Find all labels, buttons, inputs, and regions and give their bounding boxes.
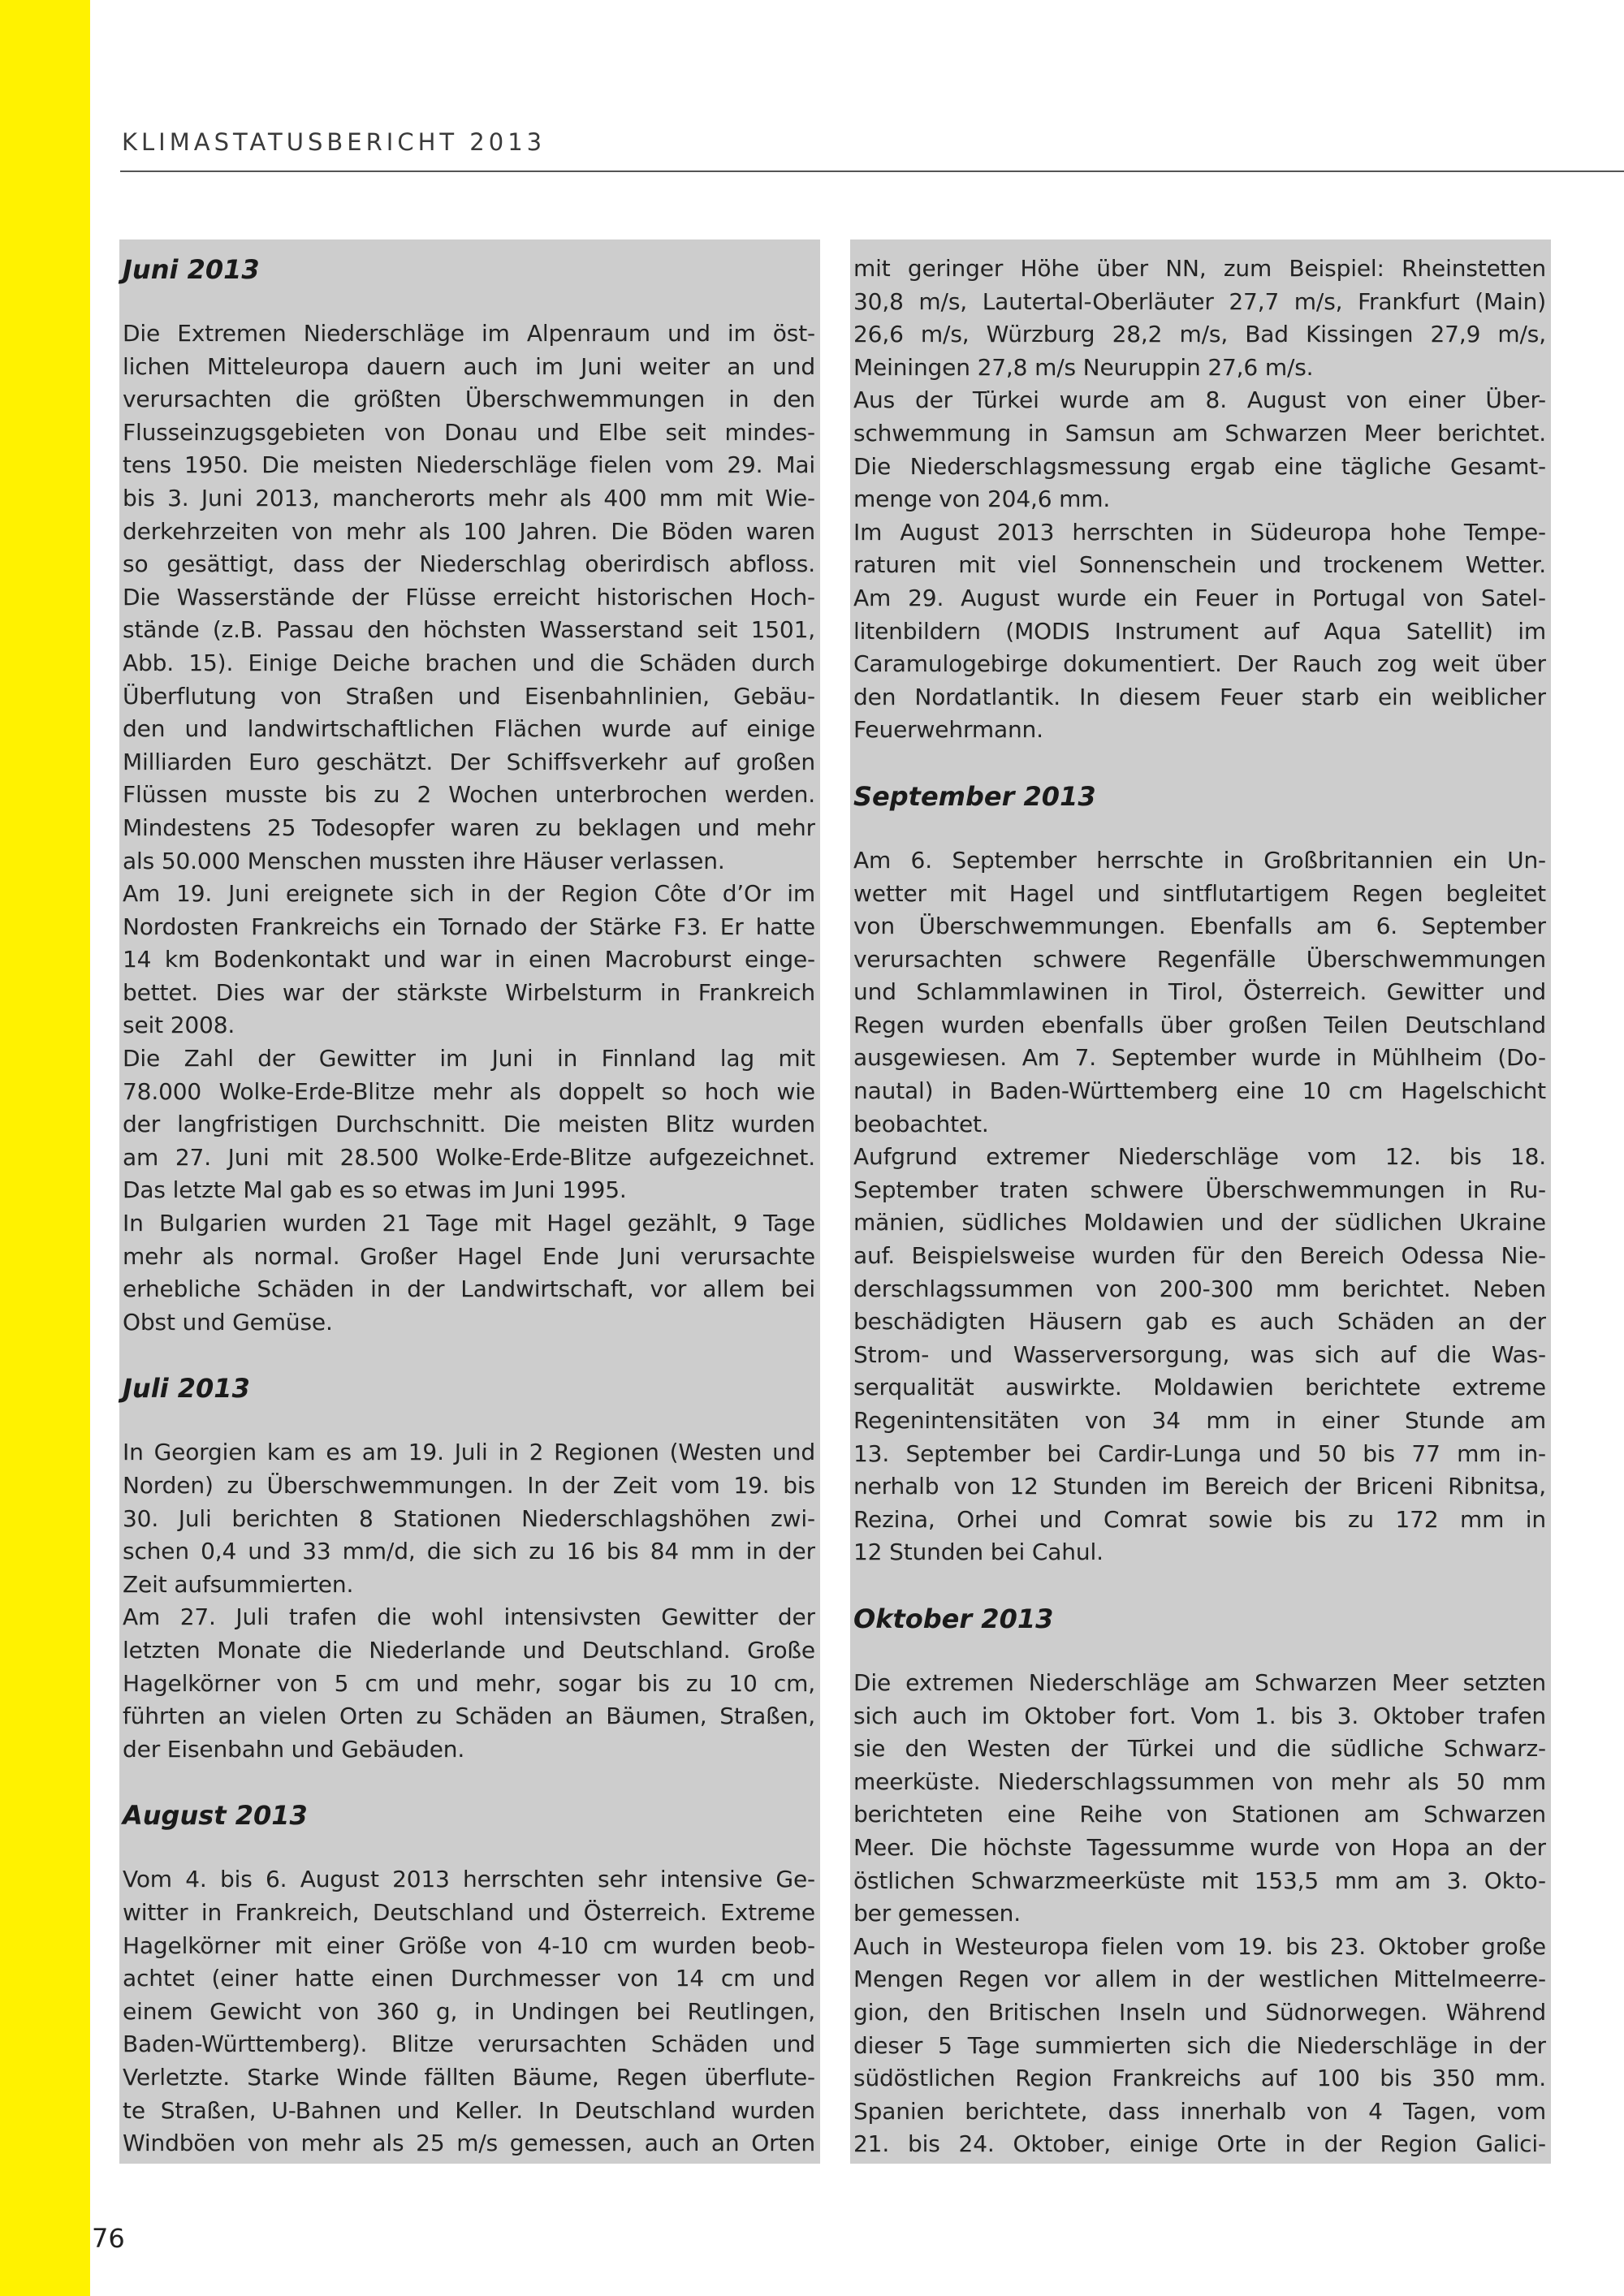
text-line: wetter mit Hagel und sintflutartigem Regen begleitet: [853, 879, 1546, 907]
text-line: menge von 204,6 mm.: [853, 486, 1111, 513]
section-heading-juni-2013: Juni 2013: [123, 254, 260, 285]
text-line: Am 27. Juli trafen die wohl intensivsten Gewitter der: [123, 1603, 815, 1631]
text-line: Spanien berichtete, dass innerhalb von 4 Tagen, vom: [853, 2097, 1546, 2125]
text-line: Caramulogebirge dokumentiert. Der Rauch zog weit über: [853, 650, 1546, 678]
text-line: Auch in Westeuropa fielen vom 19. bis 23. Oktober große: [853, 1932, 1546, 1960]
section-heading-september-2013: September 2013: [853, 780, 1096, 812]
text-line: Rezina, Orhei und Comrat sowie bis zu 172 mm in: [853, 1505, 1546, 1533]
text-line: Hagelkörner von 5 cm und mehr, sogar bis zu 10 cm,: [123, 1669, 815, 1697]
text-line: so gesättigt, dass der Niederschlag oberirdisch abfloss.: [123, 550, 815, 578]
text-line: den und landwirtschaftlichen Flächen wurde auf einige: [123, 715, 815, 743]
text-line: mänien, südliches Moldawien und der südlichen Ukraine: [853, 1209, 1546, 1236]
text-line: Meer. Die höchste Tagessumme wurde von Hopa an der: [853, 1833, 1546, 1861]
text-line: witter in Frankreich, Deutschland und Österreich. Extreme: [123, 1898, 815, 1926]
text-line: Am 29. August wurde ein Feuer in Portugal von Satel-: [853, 584, 1546, 611]
text-line: 12 Stunden bei Cahul.: [853, 1539, 1104, 1566]
text-line: Aufgrund extremer Niederschläge vom 12. bis 18.: [853, 1143, 1546, 1171]
text-line: Milliarden Euro geschätzt. Der Schiffsverkehr auf großen: [123, 748, 815, 775]
text-line: verursachten schwere Regenfälle Überschwemmungen: [853, 945, 1546, 973]
text-line: berichteten eine Reihe von Stationen am Schwarzen: [853, 1801, 1546, 1828]
text-line: Baden-Württemberg). Blitze verursachten Schäden und: [123, 2031, 815, 2058]
text-line: Die Wasserstände der Flüsse erreicht historischen Hoch-: [123, 583, 815, 611]
text-line: den Nordatlantik. In diesem Feuer starb ein weiblicher: [853, 683, 1546, 710]
text-line: te Straßen, U-Bahnen und Keller. In Deutschland wurden: [123, 2096, 815, 2124]
text-line: schwemmung in Samsun am Schwarzen Meer berichtet.: [853, 419, 1546, 447]
text-line: September traten schwere Überschwemmungen in Ru-: [853, 1176, 1546, 1203]
text-line: Überflutung von Straßen und Eisenbahnlinien, Gebäu-: [123, 682, 815, 710]
text-line: sich auch im Oktober fort. Vom 1. bis 3. Oktober trafen: [853, 1702, 1546, 1729]
text-line: südöstlichen Region Frankreichs auf 100 bis 350 mm.: [853, 2065, 1546, 2092]
text-line: Feuerwehrmann.: [853, 716, 1043, 744]
text-line: Mindestens 25 Todesopfer waren zu beklagen und mehr: [123, 814, 815, 841]
text-line: Obst und Gemüse.: [123, 1308, 333, 1336]
text-line: Hagelkörner mit einer Größe von 4-10 cm wurden beob-: [123, 1931, 815, 1959]
text-line: sie den Westen der Türkei und die südliche Schwarz-: [853, 1735, 1546, 1763]
paragraph: [123, 317, 815, 878]
text-line: einem Gewicht von 360 g, in Undingen bei Reutlingen,: [123, 1997, 815, 2025]
paragraph: [123, 1207, 815, 1339]
text-line: Regenintensitäten von 34 mm in einer Stunde am: [853, 1407, 1546, 1434]
section-heading-juli-2013: Juli 2013: [123, 1373, 250, 1405]
text-line: dieser 5 Tage summierten sich die Niederschläge in der: [853, 2031, 1546, 2059]
text-line: bis 3. Juni 2013, mancherorts mehr als 400 mm mit Wie-: [123, 484, 815, 511]
right-text-column: [850, 240, 1551, 2164]
paragraph: [853, 516, 1546, 747]
text-line: Flusseinzugsgebieten von Donau und Elbe seit mindes-: [123, 418, 815, 446]
text-line: Am 6. September herrschte in Großbritannien ein Un-: [853, 846, 1546, 874]
text-line: Die Zahl der Gewitter im Juni in Finnland lag mit: [123, 1045, 815, 1072]
paragraph: [853, 384, 1546, 516]
text-line: bettet. Dies war der stärkste Wirbelsturm in Frankreich: [123, 978, 815, 1006]
text-line: mehr als normal. Großer Hagel Ende Juni verursachte: [123, 1242, 815, 1270]
text-line: 26,6 m/s, Würzburg 28,2 m/s, Bad Kissingen 27,9 m/s,: [853, 321, 1546, 348]
text-line: lichen Mitteleuropa dauern auch im Juni weiter an und: [123, 352, 815, 380]
text-line: Das letzte Mal gab es so etwas im Juni 1995.: [123, 1176, 627, 1204]
text-line: derschlagssummen von 200-300 mm berichtet. Neben: [853, 1275, 1546, 1302]
text-line: Strom- und Wasserversorgung, was sich auf die Was-: [853, 1340, 1546, 1368]
text-line: auf. Beispielsweise wurden für den Bereich Odessa Nie-: [853, 1242, 1546, 1270]
text-line: 21. bis 24. Oktober, einige Orte in der Region Galici-: [853, 2130, 1546, 2158]
text-line: Nordosten Frankreichs ein Tornado der Stärke F3. Er hatte: [123, 913, 815, 940]
text-line: serqualität auswirkte. Moldawien berichtete extreme: [853, 1374, 1546, 1401]
text-line: achtet (einer hatte einen Durchmesser von 14 cm und: [123, 1965, 815, 1992]
text-line: Meiningen 27,8 m/s Neuruppin 27,6 m/s.: [853, 353, 1314, 381]
text-line: als 50.000 Menschen mussten ihre Häuser verlassen.: [123, 847, 725, 874]
text-line: 30,8 m/s, Lautertal-Oberläuter 27,7 m/s, Frankfurt (Main): [853, 287, 1546, 315]
text-line: meerküste. Niederschlagssummen von mehr als 50 mm: [853, 1767, 1546, 1795]
text-line: am 27. Juni mit 28.500 Wolke-Erde-Blitze aufgezeichnet.: [123, 1143, 815, 1171]
text-line: raturen mit viel Sonnenschein und trockenem Wetter.: [853, 551, 1546, 579]
text-line: mit geringer Höhe über NN, zum Beispiel: Rheinstetten: [853, 255, 1546, 282]
text-line: Zeit aufsummierten.: [123, 1570, 354, 1598]
text-line: Verletzte. Starke Winde fällten Bäume, Regen überflute-: [123, 2063, 815, 2091]
paragraph: [853, 844, 1546, 1141]
text-line: 78.000 Wolke-Erde-Blitze mehr als doppelt so hoch wie: [123, 1077, 815, 1105]
text-line: stände (z.B. Passau den höchsten Wasserstand seit 1501,: [123, 616, 815, 644]
text-line: verursachten die größten Überschwemmungen in den: [123, 386, 815, 413]
text-line: Am 19. Juni ereignete sich in der Region Côte d’Or im: [123, 880, 815, 908]
text-line: und Schlammlawinen in Tirol, Österreich. Gewitter und: [853, 978, 1546, 1006]
text-line: seit 2008.: [123, 1012, 235, 1039]
text-line: nerhalb von 12 Stunden im Bereich der Briceni Ribnitsa,: [853, 1473, 1546, 1500]
text-line: Die Extremen Niederschläge im Alpenraum und im öst-: [123, 320, 815, 347]
text-line: der langfristigen Durchschnitt. Die meisten Blitz wurden: [123, 1111, 815, 1138]
text-line: 30. Juli berichten 8 Stationen Niederschlagshöhen zwi-: [123, 1504, 815, 1532]
header-rule: [120, 170, 1624, 172]
page-number: 76: [92, 2223, 125, 2254]
text-line: ausgewiesen. Am 7. September wurde in Mühlheim (Do-: [853, 1044, 1546, 1072]
yellow-side-bar: [0, 0, 90, 2296]
running-header-title: KLIMASTATUSBERICHT 2013: [122, 128, 546, 156]
text-line: Windböen von mehr als 25 m/s gemessen, auch an Orten: [123, 2130, 815, 2157]
text-line: Aus der Türkei wurde am 8. August von einer Über-: [853, 386, 1546, 414]
text-line: derkehrzeiten von mehr als 100 Jahren. Die Böden waren: [123, 517, 815, 545]
text-line: von Überschwemmungen. Ebenfalls am 6. September: [853, 913, 1546, 940]
paragraph: [853, 1931, 1546, 2161]
text-line: Die Niederschlagsmessung ergab eine tägliche Gesamt-: [853, 452, 1546, 480]
text-line: erhebliche Schäden in der Landwirtschaft, vor allem bei: [123, 1275, 815, 1303]
text-line: gion, den Britischen Inseln und Südnorwegen. Während: [853, 1998, 1546, 2026]
text-line: letzten Monate die Niederlande und Deutschland. Große: [123, 1636, 815, 1664]
paragraph: [123, 878, 815, 1042]
text-line: litenbildern (MODIS Instrument auf Aqua Satellit) im: [853, 617, 1546, 645]
paragraph: [853, 1667, 1546, 1931]
text-line: In Bulgarien wurden 21 Tage mit Hagel gezählt, 9 Tage: [123, 1210, 815, 1237]
text-line: führten an vielen Orten zu Schäden an Bäumen, Straßen,: [123, 1703, 815, 1730]
text-line: beobachtet.: [853, 1110, 989, 1137]
text-line: östlichen Schwarzmeerküste mit 153,5 mm am 3. Okto-: [853, 1867, 1546, 1894]
text-line: In Georgien kam es am 19. Juli in 2 Regionen (Westen und: [123, 1439, 815, 1466]
text-line: Mengen Regen vor allem in der westlichen Mittelmeerre-: [853, 1966, 1546, 1993]
text-line: 14 km Bodenkontakt und war in einen Macroburst einge-: [123, 946, 815, 973]
text-line: beschädigten Häusern gab es auch Schäden an der: [853, 1308, 1546, 1336]
paragraph: [123, 1436, 815, 1601]
section-heading-august-2013: August 2013: [123, 1800, 308, 1832]
text-line: Flüssen musste bis zu 2 Wochen unterbrochen werden.: [123, 781, 815, 809]
text-line: nautal) in Baden-Württemberg eine 10 cm Hagelschicht: [853, 1077, 1546, 1105]
text-line: Abb. 15). Einige Deiche brachen und die Schäden durch: [123, 649, 815, 676]
text-line: Regen wurden ebenfalls über großen Teilen Deutschland: [853, 1011, 1546, 1038]
section-heading-oktober-2013: Oktober 2013: [853, 1603, 1054, 1634]
paragraph: [123, 1042, 815, 1207]
text-line: 13. September bei Cardir-Lunga und 50 bis 77 mm in-: [853, 1439, 1546, 1467]
paragraph: [123, 1601, 815, 1766]
text-line: der Eisenbahn und Gebäuden.: [123, 1735, 465, 1763]
paragraph: [853, 1141, 1546, 1569]
text-line: Die extremen Niederschläge am Schwarzen Meer setzten: [853, 1668, 1546, 1696]
text-line: tens 1950. Die meisten Niederschläge fielen vom 29. Mai: [123, 451, 815, 479]
text-line: schen 0,4 und 33 mm/d, die sich zu 16 bis 84 mm in der: [123, 1538, 815, 1565]
paragraph: [853, 252, 1546, 384]
text-line: Norden) zu Überschwemmungen. In der Zeit vom 19. bis: [123, 1472, 815, 1499]
text-line: Im August 2013 herrschten in Südeuropa hohe Tempe-: [853, 518, 1546, 546]
text-line: Vom 4. bis 6. August 2013 herrschten sehr intensive Ge-: [123, 1866, 815, 1893]
text-line: ber gemessen.: [853, 1900, 1021, 1927]
paragraph: [123, 1863, 815, 2160]
left-text-column: [119, 240, 820, 2164]
